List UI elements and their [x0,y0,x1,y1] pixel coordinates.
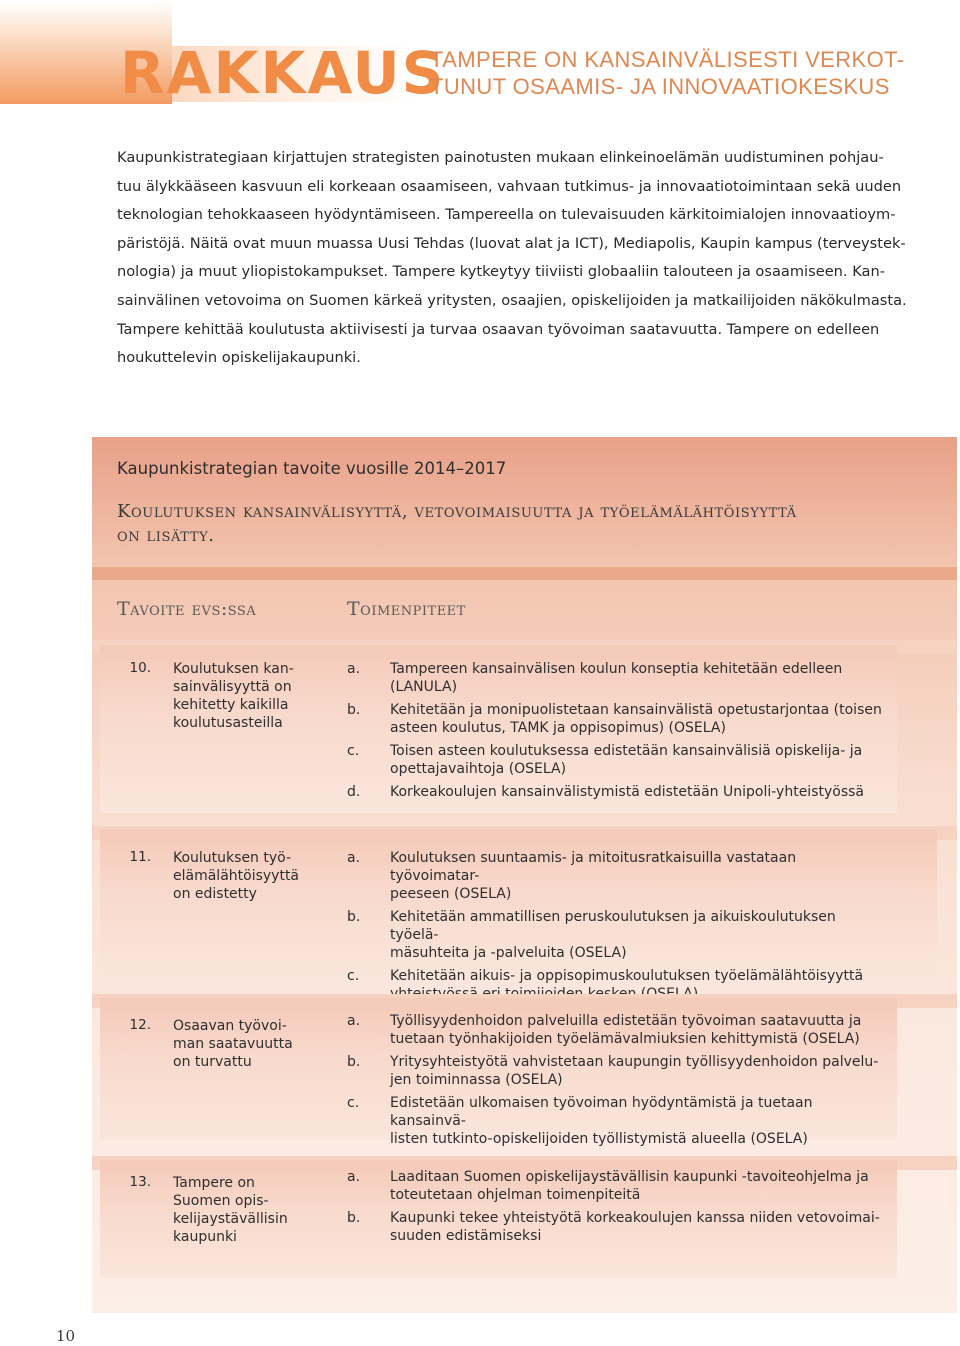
measure-item [347,849,887,903]
page-number: 10 [56,1327,76,1345]
measure-item [347,1012,887,1048]
measure-line: Kaupunki tekee yhteistyötä korkeakoulujen kanssa niiden vetovoimai- [390,1210,880,1226]
measure-line: Yritysyhteistyötä vahvistetaan kaupungin työllisyydenhoidon palvelu- [390,1054,879,1070]
measure-letter: a. [347,850,361,866]
measure-item [347,783,887,801]
measure-line: Kehitetään aikuis- ja oppisopimuskoulutuksen työelämälähtöisyyttä [390,968,864,984]
measure-list [347,1168,887,1250]
measure-line: Tampereen kansainvälisen koulun konseptia kehitetään edelleen [390,661,843,677]
section-word: RAKKAUS [120,39,446,107]
measure-letter: a. [347,1169,361,1185]
measure-line: Kehitetään ja monipuolistetaan kansainvälistä opetustarjontaa (toisen [390,702,882,718]
goal-line: koulutusasteilla [173,715,283,731]
measure-item [347,701,887,737]
page-title [430,46,904,100]
column-header-goal: Tavoite evs:ssa [117,598,257,620]
goal-line: on edistetty [173,886,257,902]
goal-line: Suomen opis- [173,1193,269,1209]
measure-line: (LANULA) [390,679,458,695]
goal-line: on turvattu [173,1054,252,1070]
page-title-line: TAMPERE ON KANSAINVÄLISESTI VERKOT- [430,47,905,72]
measure-line: Korkeakoulujen kansainvälistymistä edistetään Unipoli-yhteistyössä [390,784,864,800]
goal-number: 10. [129,660,151,676]
measure-line: Työllisyydenhoidon palveluilla edistetään työvoiman saatavuutta ja [390,1013,862,1029]
goal-number: 11. [129,849,151,865]
strategy-title: Kaupunkistrategian tavoite vuosille 2014–2017 [117,459,507,478]
measure-list [347,1012,887,1153]
intro-line: houkuttelevin opiskelijakaupunki. [117,349,361,367]
goal-line: Koulutuksen kan- [173,661,294,677]
measure-list [347,849,887,1008]
measure-line: listen tutkinto-opiskelijoiden työllistymistä alueella (OSELA) [390,1131,808,1147]
measure-letter: b. [347,1054,361,1070]
goal-line: Koulutuksen työ- [173,850,292,866]
measure-letter: c. [347,968,360,984]
intro-line: päristöjä. Näitä ovat muun muassa Uusi Tehdas (luovat alat ja ICT), Mediapolis, Kaupin kampus (terveystek- [117,234,906,252]
goal-number: 13. [129,1174,151,1190]
goal-line: sainvälisyyttä on [173,679,292,695]
goal-line: man saatavuutta [173,1036,293,1052]
measure-letter: c. [347,743,360,759]
measure-item [347,908,887,962]
strategy-goal-line: on lisätty. [117,525,215,546]
measure-line: peeseen (OSELA) [390,886,512,902]
intro-line: Kaupunkistrategiaan kirjattujen strategisten painotusten mukaan elinkeinoelämän uudistuminen pohjau- [117,149,884,166]
measure-letter: a. [347,661,361,677]
goal-line: Osaavan työvoi- [173,1018,287,1034]
measure-item [347,1168,887,1204]
goal-text [173,849,323,903]
divider-band [92,567,957,580]
goal-line: elämälähtöisyyttä [173,868,300,884]
measure-list [347,660,887,806]
measure-line: suuden edistämiseksi [390,1228,542,1244]
measure-line: jen toiminnassa (OSELA) [390,1072,563,1088]
measure-item [347,660,887,696]
column-header-measures: Toimenpiteet [347,598,466,620]
strategy-goal [117,500,947,548]
goal-number: 12. [129,1017,151,1033]
strategy-goal-line: Koulutuksen kansainvälisyyttä, vetovoimaisuutta ja työelämälähtöisyyttä [117,501,797,522]
measure-item [347,742,887,778]
measure-line: Kehitetään ammatillisen peruskoulutuksen ja aikuiskoulutuksen työelä- [390,909,836,943]
page-title-line: TUNUT OSAAMIS- JA INNOVAATIOKESKUS [430,74,890,99]
goal-line: kelijaystävällisin [173,1211,288,1227]
measure-line: opettajavaihtoja (OSELA) [390,761,567,777]
measure-line: Toisen asteen koulutuksessa edistetään kansainvälisiä opiskelija- ja [390,743,863,759]
intro-line: nologia) ja muut yliopistokampukset. Tampere kytkeytyy tiiviisti globaaliin talouteen ja osaamiseen. Kan- [117,263,885,281]
measure-letter: b. [347,1210,361,1226]
measure-line: Koulutuksen suuntaamis- ja mitoitusratkaisuilla vastataan työvoimatar- [390,850,797,884]
goal-text [173,1174,323,1246]
measure-item [347,1209,887,1245]
goal-line: kehitetty kaikilla [173,697,289,713]
measure-line: toteutetaan ohjelman toimenpiteitä [390,1187,641,1203]
measure-letter: b. [347,702,361,718]
measure-line: tuetaan työnhakijoiden työelämävalmiuksien kehittymistä (OSELA) [390,1031,860,1047]
measure-line: asteen koulutus, TAMK ja oppisopimus) (OSELA) [390,720,726,736]
goal-text [173,660,323,732]
measure-letter: c. [347,1095,360,1111]
goal-text [173,1017,323,1071]
intro-line: Tampere kehittää koulutusta aktiivisesti ja turvaa osaavan työvoiman saatavuutta. Tampere on edelleen [117,320,880,338]
intro-line: tuu älykkääseen kasvuun eli korkeaan osaamiseen, vahvaan tutkimus- ja innovaatiotoimintaan sekä uuden [117,177,902,195]
measure-letter: b. [347,909,361,925]
goal-line: Tampere on [173,1175,255,1191]
measure-line: mäsuhteita ja -palveluita (OSELA) [390,945,627,961]
measure-line: Laaditaan Suomen opiskelijaystävällisin kaupunki -tavoiteohjelma ja [390,1169,869,1185]
goal-line: kaupunki [173,1229,237,1245]
intro-line: sainvälinen vetovoima on Suomen kärkeä yritysten, osaajien, opiskelijoiden ja matkailijoiden näkökulmasta. [117,291,907,309]
measure-letter: a. [347,1013,361,1029]
intro-paragraph [117,144,929,373]
measure-line: Edistetään ulkomaisen työvoiman hyödyntämistä ja tuetaan kansainvä- [390,1095,813,1129]
measure-item [347,1053,887,1089]
intro-line: teknologian tehokkaaseen hyödyntämiseen. Tampereella on tulevaisuuden kärkitoimialojen innovaatioym- [117,206,896,224]
measure-letter: d. [347,784,361,800]
measure-item [347,1094,887,1148]
